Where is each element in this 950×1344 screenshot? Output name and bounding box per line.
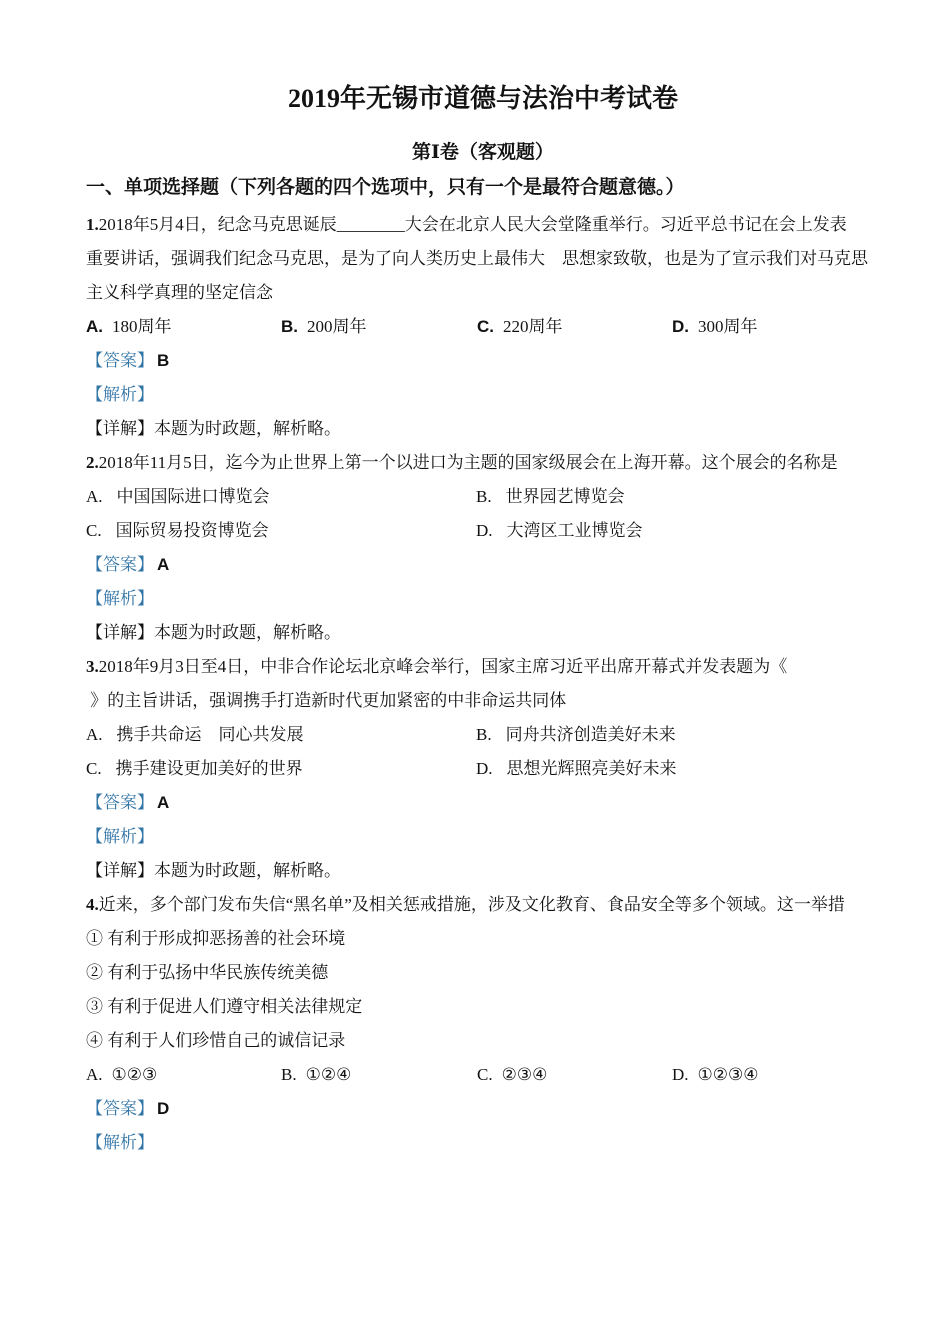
question-3-options [86,718,880,786]
question-3-answer-line [86,786,880,820]
option-c-letter: C. [86,759,102,778]
detail-label: 【详解】 [86,861,154,880]
option-a-letter: A. [86,317,103,336]
question-4-option-d [672,1058,880,1092]
question-3-answer-letter: A [157,793,170,812]
question-3-analysis-line [86,820,880,854]
question-4-statement-3: ③ 有利于促进人们遵守相关法律规定 [86,997,363,1016]
answer-label: 【答案】 [86,1099,154,1118]
question-2-answer-line [86,548,880,582]
question-3-detail-line [86,854,880,888]
question-1 [86,208,880,446]
detail-label: 【详解】 [86,623,154,642]
option-d-text: 大湾区工业博览会 [506,521,643,540]
option-d-letter: D. [672,317,689,336]
question-1-option-b [281,310,477,344]
question-3-stem-line-2: 》的主旨讲话，强调携手打造新时代更加紧密的中非命运共同体 [86,691,567,710]
question-3 [86,650,880,888]
option-a-text: 中国国际进口博览会 [116,487,270,506]
question-4-option-a [86,1058,281,1092]
volume-heading: 第Ⅰ卷（客观题） [412,142,554,163]
question-4 [86,888,880,1160]
question-1-stem-line-2: 重要讲话，强调我们纪念马克思，是为了向人类历史上最伟大 思想家致敬，也是为了宣示我们对马克思 [86,249,868,268]
answer-label: 【答案】 [86,555,154,574]
question-1-option-c [477,310,672,344]
question-1-answer-letter: B [157,351,170,370]
question-4-number: 4. [86,895,99,914]
question-4-option-b [281,1058,477,1092]
question-1-stem-line-1 [86,208,880,242]
question-2-analysis-line [86,582,880,616]
question-3-number: 3. [86,657,99,676]
option-a-text: 180周年 [112,317,172,336]
question-2-detail-line [86,616,880,650]
question-4-analysis-line [86,1126,880,1160]
question-2-answer-letter: A [157,555,170,574]
option-d-text: 300周年 [698,317,758,336]
question-4-statement-2: ② 有利于弘扬中华民族传统美德 [86,963,329,982]
question-1-analysis-line [86,378,880,412]
option-d-letter: D. [476,759,493,778]
question-2-option-b [476,480,880,514]
question-2-option-c [86,514,476,548]
question-2-number: 2. [86,453,99,472]
option-b-letter: B. [281,317,298,336]
question-3-detail-text: 本题为时政题，解析略。 [154,861,341,880]
section-heading: 一、单项选择题（下列各题的四个选项中，只有一个是最符合题意德。） [86,177,685,198]
option-a-text: 携手共命运 同心共发展 [116,725,304,744]
question-3-option-b [476,718,880,752]
question-3-option-a [86,718,476,752]
question-4-answer-line [86,1092,880,1126]
question-1-stem-text-1: 2018年5月4日，纪念马克思诞辰________大会在北京人民大会堂隆重举行。习近平总书记在会上发表 [98,215,847,234]
question-4-stem-line-1 [86,888,880,922]
question-3-option-c [86,752,476,786]
question-4-options [86,1058,880,1092]
analysis-label: 【解析】 [86,827,154,846]
option-a-letter: A. [86,725,103,744]
question-1-option-a [86,310,281,344]
option-d-letter: D. [476,521,493,540]
option-b-letter: B. [281,1065,297,1084]
question-3-stem-line-1 [86,650,880,684]
question-2-stem-text-1: 2018年11月5日，迄今为止世界上第一个以进口为主题的国家级展会在上海开幕。这个展会的名称是 [98,453,838,472]
questions-list [86,208,880,1160]
question-2-option-a [86,480,476,514]
page-title: 2019年无锡市道德与法治中考试卷 [287,84,678,113]
question-3-option-d [476,752,880,786]
option-d-text: ①②③④ [697,1065,759,1084]
analysis-label: 【解析】 [86,385,154,404]
question-2-stem-line-1 [86,446,880,480]
option-d-text: 思想光辉照亮美好未来 [506,759,677,778]
option-a-letter: A. [86,1065,103,1084]
option-a-text: ①②③ [111,1065,158,1084]
question-4-option-c [477,1058,672,1092]
question-2-options [86,480,880,548]
option-c-text: 国际贸易投资博览会 [115,521,269,540]
option-c-letter: C. [477,317,494,336]
question-2-option-d [476,514,880,548]
option-b-letter: B. [476,487,492,506]
question-1-stem-line-3: 主义科学真理的坚定信念 [86,283,273,302]
option-a-letter: A. [86,487,103,506]
option-b-letter: B. [476,725,492,744]
question-4-statement-4: ④ 有利于人们珍惜自己的诚信记录 [86,1031,346,1050]
analysis-label: 【解析】 [86,1133,154,1152]
question-1-detail-line [86,412,880,446]
option-d-letter: D. [672,1065,689,1084]
detail-label: 【详解】 [86,419,154,438]
option-b-text: 世界园艺博览会 [505,487,625,506]
question-1-option-d [672,310,880,344]
answer-label: 【答案】 [86,793,154,812]
question-4-stem-text-1: 近来，多个部门发布失信“黑名单”及相关惩戒措施，涉及文化教育、食品安全等多个领域。这一举措 [98,895,845,914]
question-1-options [86,310,880,344]
option-b-text: 200周年 [307,317,367,336]
question-2 [86,446,880,650]
analysis-label: 【解析】 [86,589,154,608]
option-c-letter: C. [477,1065,493,1084]
option-c-text: ②③④ [501,1065,548,1084]
question-2-detail-text: 本题为时政题，解析略。 [154,623,341,642]
question-1-number: 1. [86,215,99,234]
option-c-text: 220周年 [503,317,563,336]
option-b-text: ①②④ [305,1065,352,1084]
question-4-answer-letter: D [157,1099,170,1118]
question-3-stem-text-1: 2018年9月3日至4日，中非合作论坛北京峰会举行，国家主席习近平出席开幕式并发表题为《 [98,657,788,676]
question-1-answer-line [86,344,880,378]
question-4-statement-1: ① 有利于形成抑恶扬善的社会环境 [86,929,346,948]
option-c-text: 携手建设更加美好的世界 [115,759,303,778]
answer-label: 【答案】 [86,351,154,370]
question-1-detail-text: 本题为时政题，解析略。 [154,419,341,438]
option-c-letter: C. [86,521,102,540]
option-b-text: 同舟共济创造美好未来 [505,725,676,744]
